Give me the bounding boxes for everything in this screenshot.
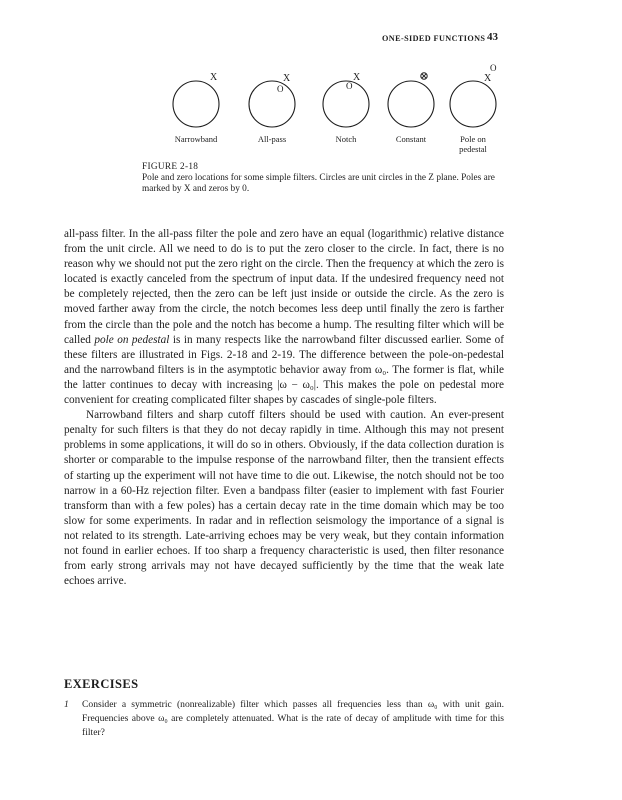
- caption-title: FIGURE 2-18: [142, 162, 199, 172]
- pedestal-unit-circle: [450, 81, 496, 127]
- constant-unit-circle: [388, 81, 434, 127]
- exercises-heading: EXERCISES: [64, 677, 139, 691]
- page-number: 43: [487, 31, 498, 43]
- allpass-unit-circle: [249, 81, 295, 127]
- figure-caption: [142, 162, 504, 195]
- narrowband-pole-marker: X: [210, 72, 218, 83]
- allpass-label: All-pass: [257, 134, 287, 144]
- pedestal-pole-marker: X: [484, 73, 492, 84]
- constant-coincident-marker: [421, 73, 427, 79]
- exercise-item: [64, 698, 504, 739]
- pole-on-pedestal-term: pole on pedestal: [94, 333, 170, 346]
- constant-label: Constant: [395, 134, 427, 144]
- body-text: [64, 227, 504, 589]
- exercise-text: Consider a symmetric (nonrealizable) filter which passes all frequencies less than ω₀ with unit gain. Frequencies above ω₀ are completely attenuated. What is the rate of decay of amplitude with time for this filter?: [82, 699, 504, 738]
- paragraph-2: Narrowband filters and sharp cutoff filters should be used with caution. An ever-present penalty for such filters is that they do not decay rapidly in time. Although this may not present problems in some applications, it will do so in others. Obviously, if the data collection duration is shorter or comparable to the impulse response of the narrowband filter, then the transient effects of starting up the experiment will not have time to die out. Likewise, the notch should not be too narrow in a 60-Hz rejection filter. Even a bandpass filter (easier to implement with fast Fourier transform than with a few poles) has a certain decay rate in the time domain which may be too slow for some experiments. In radar and in reflection seismology the importance of a signal is not related to its strength. Late-arriving echoes may be very weak, but they contain information not found in earlier echoes. If too sharp a frequency characteristic is used, then filter resonance from early strong arrivals may not have decayed sufficiently by the time that the weak late echoes arrive.: [64, 409, 504, 588]
- narrowband-unit-circle: [173, 81, 219, 127]
- running-header: ONE-SIDED FUNCTIONS: [382, 34, 486, 43]
- paragraph-1: all-pass filter. In the all-pass filter the pole and zero have an equal (logarithmic) relative distance from the unit circle. All we need to do is to put the zero closer to the circle. In fact, there is no reason why we should not put the zero right on the circle. Then the frequency at which the zero is located is exactly canceled from the spectrum of input data. If the undesired frequency need not be completely rejected, then the zero can be left just inside or outside the circle. As the zero is moved farther away from the circle, the notch becomes less deep until finally the zero is farther from the circle than the pole and the notch has become a hump. The resulting filter which will be called pole on pedestal is in many respects like the narrowband filter discussed earlier. Some of these filters are illustrated in Figs. 2-18 and 2-19. The difference between the pole-on-pedestal and the narrowband filters is in the asymptotic behavior away from ω₀. The former is flat, while the latter continues to decay with increasing |ω − ω₀|. This makes the pole on pedestal more convenient for creating complicated filter shapes by cascades of single-pole filters.: [64, 228, 504, 407]
- notch-pole-marker: X: [353, 72, 361, 83]
- allpass-zero-marker: O: [277, 84, 284, 94]
- notch-zero-marker: O: [346, 81, 353, 91]
- allpass-pole-marker: X: [283, 73, 291, 84]
- pedestal-zero-marker: O: [490, 63, 497, 73]
- caption-text: Pole and zero locations for some simple filters. Circles are unit circles in the Z plane. Poles are marked by X and zeros by 0.: [142, 173, 495, 194]
- exercise-number: 1: [64, 699, 69, 710]
- narrowband-label: Narrowband: [174, 134, 218, 144]
- notch-label: Notch: [335, 134, 357, 144]
- pedestal-label: Pole on pedestal: [459, 134, 487, 154]
- figure-2-18: [150, 58, 510, 158]
